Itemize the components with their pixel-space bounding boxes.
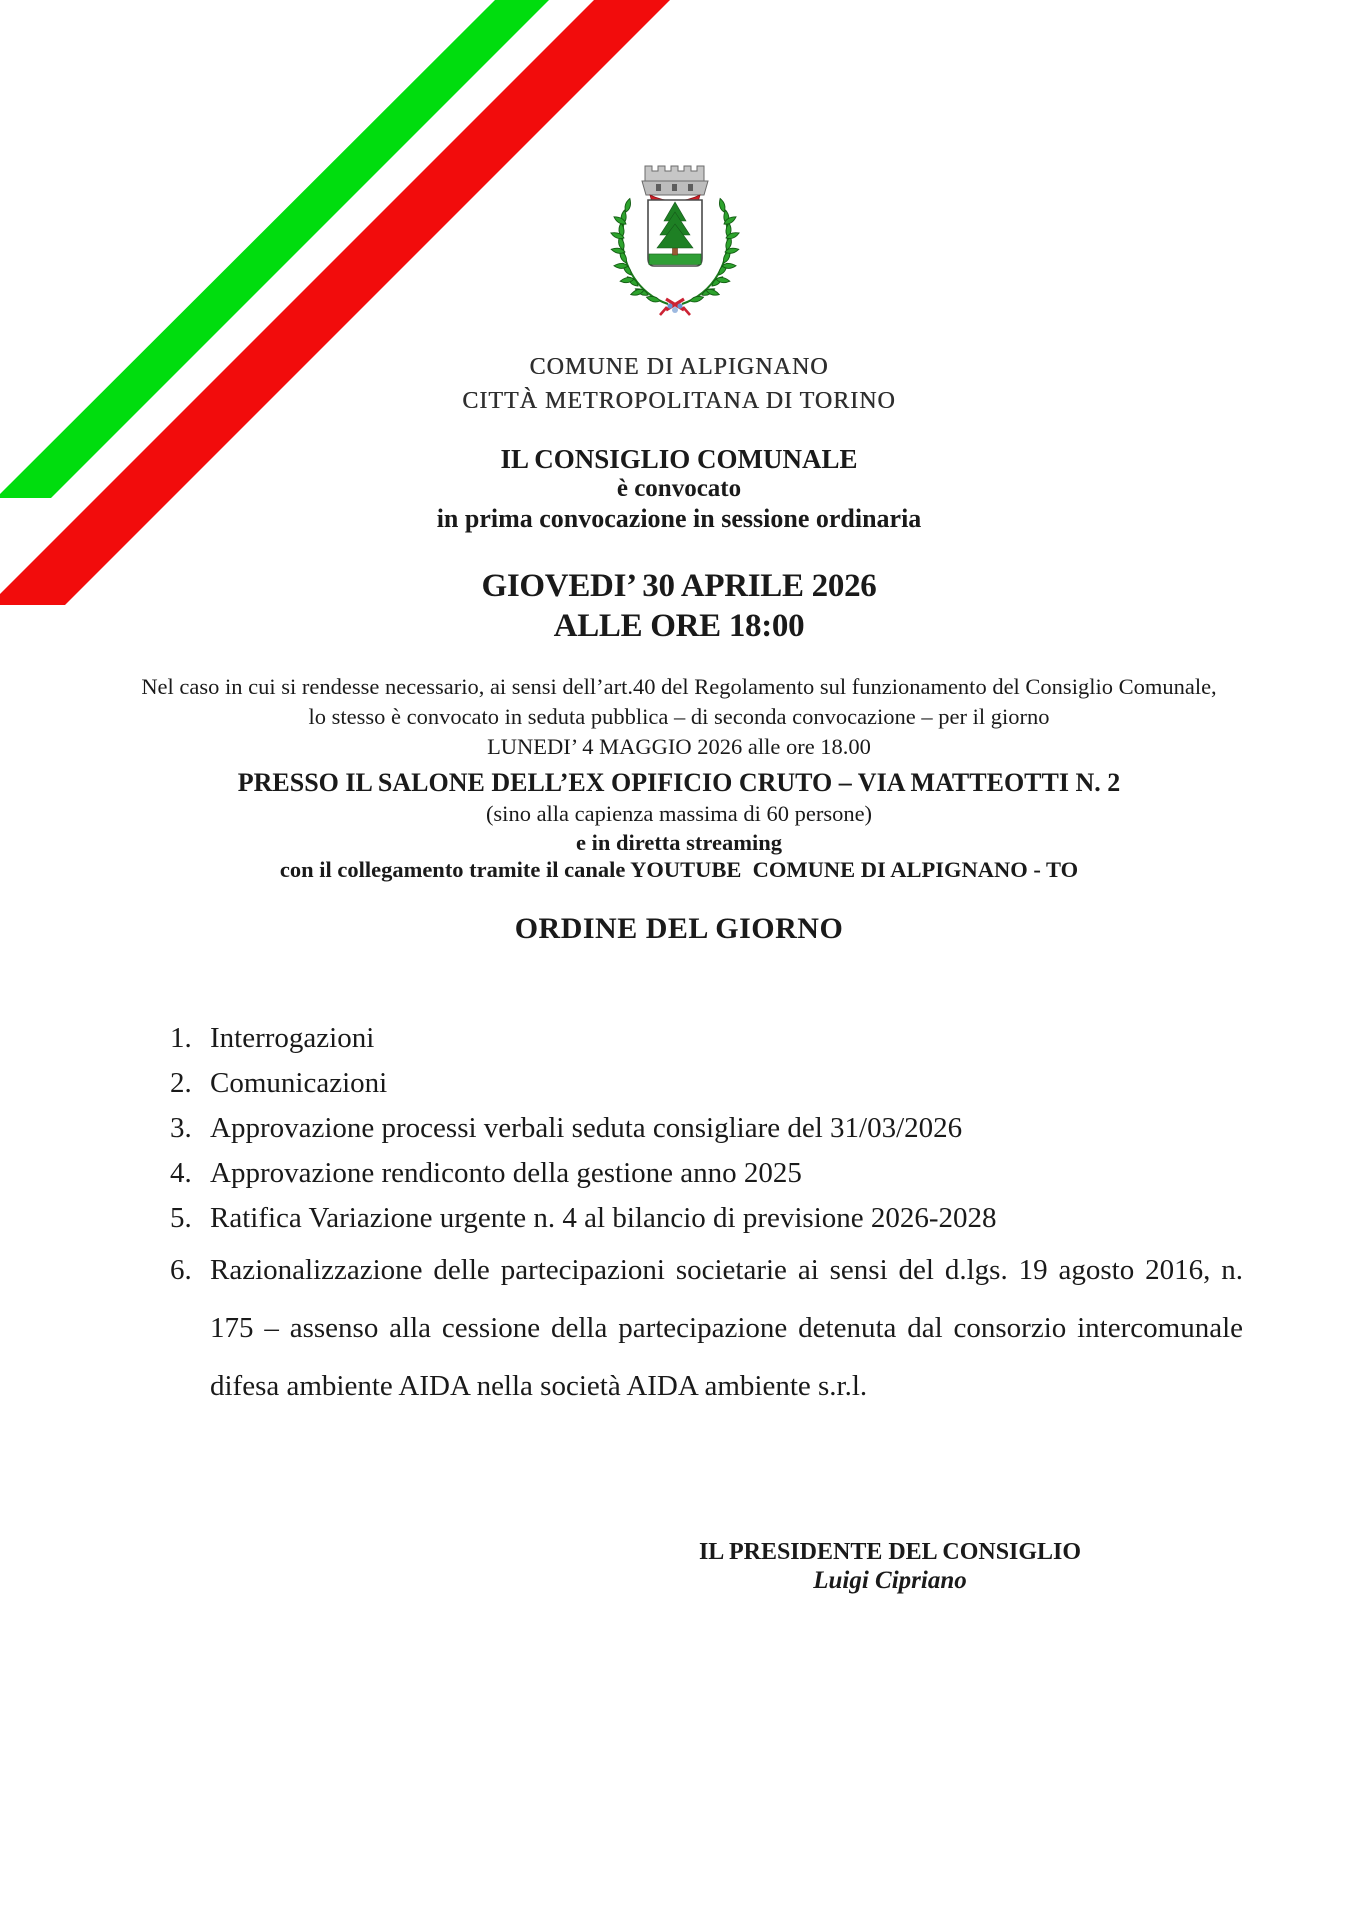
convocation-statement [0,444,1358,534]
municipal-coat-of-arms [604,154,746,316]
agenda-item-5 [170,1202,1243,1234]
agenda-item-6 [170,1241,1243,1415]
shield-terrace [649,254,701,265]
agenda-item-number: 2. [170,1067,192,1099]
ribbon-knot [660,299,690,315]
agenda-item-number: 3. [170,1112,192,1144]
agenda-item-text: Approvazione processi verbali seduta consigliare del 31/03/2026 [210,1112,963,1144]
venue-address: PRESSO IL SALONE DELL’EX OPIFICIO CRUTO – VIA MATTEOTTI N. 2 [237,768,1121,797]
shield [648,200,702,266]
agenda-item-2 [170,1067,1243,1099]
agenda-item-number: 6. [170,1254,192,1286]
agenda-item-text: Comunicazioni [210,1067,388,1099]
agenda-item-number: 5. [170,1202,192,1234]
council-title: IL CONSIGLIO COMUNALE [500,444,858,474]
meeting-datetime [0,566,1358,646]
signature-role: IL PRESIDENTE DEL CONSIGLIO [698,1539,1082,1565]
agenda-list [170,1022,1243,1428]
second-call-paragraph [0,672,1358,762]
meeting-date: GIOVEDI’ 30 APRILE 2026 [481,568,877,604]
session-type-text: in prima convocazione in sessione ordinaria [436,504,922,533]
youtube-channel-note: con il collegamento tramite il canale YOUTUBE COMUNE DI ALPIGNANO - TO [279,857,1079,882]
agenda-item-4 [170,1157,1243,1189]
province-name: CITTÀ METROPOLITANA DI TORINO [462,388,896,414]
signature-name: Luigi Cipriano [813,1567,967,1594]
second-call-line-3: LUNEDI’ 4 MAGGIO 2026 alle ore 18.00 [487,734,871,759]
agenda-item-text: Interrogazioni [210,1022,375,1054]
agenda-title: ORDINE DEL GIORNO [514,912,844,945]
venue-block [0,766,1358,883]
agenda-item-text: Approvazione rendiconto della gestione anno 2025 [210,1157,802,1189]
agenda-item-text: Razionalizzazione delle partecipazioni societarie ai sensi del d.lgs. 19 agosto 2016, n. 175 – assenso alla cessione della partecipazione detenuta dal consorzio intercomunale difesa ambiente AIDA nella società AIDA ambiente s.r.l. [210,1254,1243,1402]
stripe-green [0,0,549,498]
municipality-name: COMUNE DI ALPIGNANO [529,354,829,380]
tricolor-stripe-graphic [0,0,700,650]
agenda-item-number: 1. [170,1022,192,1054]
convened-text: è convocato [616,475,742,502]
agenda-item-number: 4. [170,1157,192,1189]
second-call-line-2: lo stesso è convocato in seduta pubblica – di seconda convocazione – per il giorno [308,704,1050,729]
streaming-note: e in diretta streaming [575,830,782,855]
organization-header [0,350,1358,418]
signature-block [690,1538,1090,1596]
agenda-item-text: Ratifica Variazione urgente n. 4 al bilancio di previsione 2026-2028 [210,1202,997,1234]
venue-capacity: (sino alla capienza massima di 60 persone) [485,801,873,826]
agenda-item-3 [170,1112,1243,1144]
second-call-line-1: Nel caso in cui si rendesse necessario, ai sensi dell’art.40 del Regolamento sul funzionamento del Consiglio Comunale, [141,674,1217,699]
meeting-time: ALLE ORE 18:00 [553,608,805,644]
agenda-item-1 [170,1022,1243,1054]
